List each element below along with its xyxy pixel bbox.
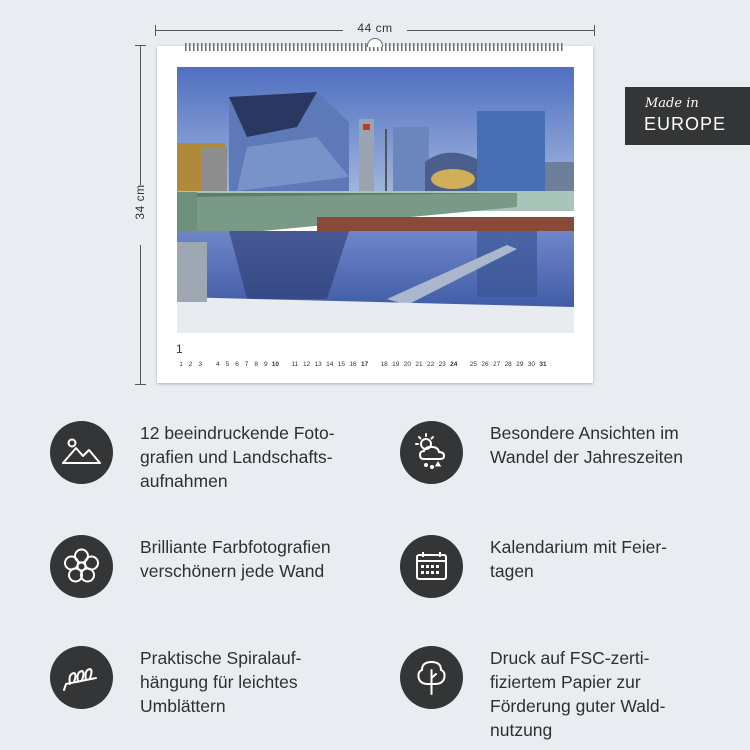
dimension-line bbox=[140, 245, 141, 384]
feature-text: Besondere Ansichten im Wandel der Jahreszeiten bbox=[490, 423, 683, 467]
calendar-day: 25 bbox=[469, 361, 477, 368]
spiral-binding-icon bbox=[50, 646, 113, 709]
calendar-day: 8 bbox=[254, 361, 258, 368]
badge-script-text: Made in bbox=[645, 96, 699, 111]
month-number: 1 bbox=[176, 342, 183, 356]
calendar-day: 22 bbox=[426, 361, 435, 368]
calendar-day: 16 bbox=[349, 361, 357, 368]
calendar-icon bbox=[400, 535, 463, 598]
width-dimension bbox=[155, 22, 595, 38]
flower-icon bbox=[50, 535, 113, 598]
made-in-europe-badge bbox=[625, 87, 750, 145]
feature-text: Druck auf FSC-zerti- fiziertem Papier zur Förderung guter Wald- nutzung bbox=[490, 648, 666, 740]
calendar-day: 13 bbox=[314, 361, 322, 368]
feature-text: 12 beeindruckende Foto- grafien und Landschafts- aufnahmen bbox=[140, 423, 335, 491]
calendar-days-row bbox=[176, 361, 576, 371]
calendar-day: 4 bbox=[215, 361, 220, 368]
hanger-hook bbox=[367, 38, 383, 47]
calendar-day: 14 bbox=[326, 361, 334, 368]
calendar-day: 28 bbox=[504, 361, 512, 368]
feature-text: Kalendarium mit Feier- tagen bbox=[490, 537, 667, 581]
calendar-day: 18 bbox=[380, 361, 388, 368]
calendar-day: 27 bbox=[492, 361, 501, 368]
calendar-photo bbox=[177, 67, 574, 333]
calendar-day: 30 bbox=[527, 361, 535, 368]
calendar-day: 9 bbox=[263, 361, 268, 368]
calendar-day: 6 bbox=[235, 361, 239, 368]
width-label: 44 cm bbox=[357, 21, 393, 35]
calendar-day: 10 bbox=[271, 361, 279, 368]
wall-calendar bbox=[157, 46, 593, 383]
feature-text: Praktische Spiralauf- hängung für leichtes Umblättern bbox=[140, 648, 302, 716]
calendar-day: 1 bbox=[179, 361, 183, 368]
feature-text: Brilliante Farbfotografien verschönern jede Wand bbox=[140, 537, 331, 581]
calendar-day: 19 bbox=[392, 361, 400, 368]
calendar-day: 3 bbox=[198, 361, 202, 368]
calendar-day: 31 bbox=[539, 361, 547, 368]
calendar-day: 17 bbox=[360, 361, 369, 368]
tree-icon bbox=[400, 646, 463, 709]
calendar-day: 21 bbox=[415, 361, 423, 368]
badge-region-text: EUROPE bbox=[644, 114, 727, 134]
dimension-line bbox=[140, 45, 141, 185]
dimension-tick bbox=[135, 384, 146, 385]
height-dimension bbox=[132, 45, 148, 385]
calendar-day: 5 bbox=[225, 361, 230, 368]
dimension-tick bbox=[594, 25, 595, 36]
calendar-day: 24 bbox=[450, 361, 458, 368]
calendar-day: 20 bbox=[403, 361, 411, 368]
calendar-day: 26 bbox=[481, 361, 489, 368]
calendar-day: 15 bbox=[337, 361, 345, 368]
dimension-line bbox=[407, 30, 595, 31]
calendar-day: 23 bbox=[438, 361, 446, 368]
weather-seasons-icon bbox=[400, 421, 463, 484]
calendar-day: 7 bbox=[244, 361, 249, 368]
calendar-day: 12 bbox=[302, 361, 311, 368]
height-label: 34 cm bbox=[133, 184, 147, 220]
calendar-day: 2 bbox=[188, 361, 193, 368]
calendar-day: 29 bbox=[516, 361, 524, 368]
calendar-day: 11 bbox=[291, 361, 299, 368]
mountain-landscape-icon bbox=[50, 421, 113, 484]
